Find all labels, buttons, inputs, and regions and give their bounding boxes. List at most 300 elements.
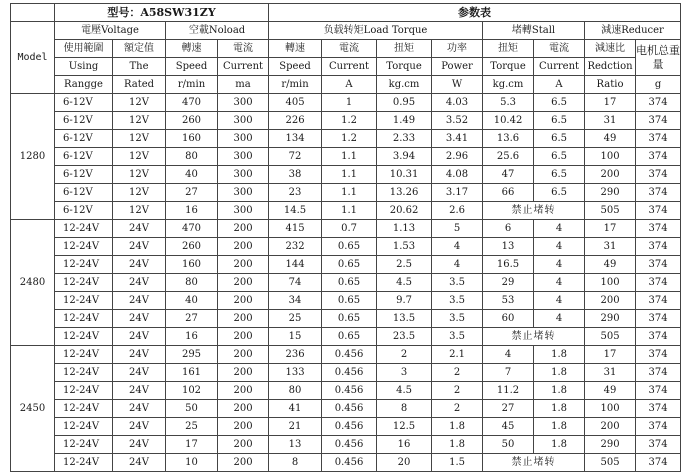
load-current-cell: 0.456	[322, 454, 377, 472]
load-power-cell: 4	[432, 238, 483, 256]
noload-speed-cell: 10	[166, 454, 218, 472]
supply-range-cell: 6-12V	[55, 94, 113, 112]
stall-current-label: 電流	[534, 40, 585, 58]
noload-speed-cell: 16	[166, 202, 218, 220]
load-current-label: 電流	[322, 40, 377, 58]
load-speed-cell: 236	[269, 346, 322, 364]
reduction-ratio-cell: 31	[585, 364, 636, 382]
table-row	[11, 220, 681, 238]
load-speed-cell: 74	[269, 274, 322, 292]
table-row	[11, 310, 681, 328]
noload-current-cell: 200	[218, 364, 269, 382]
load-speed-cell: 144	[269, 256, 322, 274]
stall-torque-en: Torque	[483, 58, 534, 76]
table-row	[11, 256, 681, 274]
noload-current-unit: ma	[218, 76, 269, 94]
model-header: Model	[11, 22, 55, 94]
noload-current-cell: 200	[218, 382, 269, 400]
supply-range-cell: 12-24V	[55, 454, 113, 472]
model-cell: 2450	[11, 346, 55, 472]
reduction-ratio-cell: 17	[585, 346, 636, 364]
table-row	[11, 148, 681, 166]
load-power-unit: W	[432, 76, 483, 94]
noload-speed-cell: 27	[166, 184, 218, 202]
supply-range-cell: 6-12V	[55, 202, 113, 220]
load-current-unit: A	[322, 76, 377, 94]
table-row	[11, 454, 681, 472]
stall-torque-cell: 50	[483, 436, 534, 454]
load-current-cell: 0.456	[322, 436, 377, 454]
noload-current-en: Current	[218, 58, 269, 76]
usage-range-label: 使用範圍	[55, 40, 113, 58]
load-torque-cell: 9.7	[377, 292, 432, 310]
stall-torque-cell: 27	[483, 400, 534, 418]
rated-voltage-cell: 24V	[113, 382, 166, 400]
load-current-cell: 1.1	[322, 148, 377, 166]
noload-current-cell: 200	[218, 274, 269, 292]
reduction-ratio-cell: 200	[585, 166, 636, 184]
noload-speed-cell: 40	[166, 166, 218, 184]
noload-current-cell: 300	[218, 166, 269, 184]
stall-current-cell: 1.8	[534, 436, 585, 454]
weight-cell: 374	[636, 274, 681, 292]
rated-voltage-cell: 12V	[113, 112, 166, 130]
reduction-ratio-cell: 49	[585, 382, 636, 400]
load-current-cell: 1.2	[322, 130, 377, 148]
stall-torque-cell: 29	[483, 274, 534, 292]
supply-range-cell: 12-24V	[55, 292, 113, 310]
reduction-ratio-cell: 290	[585, 184, 636, 202]
supply-range-cell: 12-24V	[55, 418, 113, 436]
load-power-en: Power	[432, 58, 483, 76]
load-torque-label: 扭矩	[377, 40, 432, 58]
rated-voltage-cell: 24V	[113, 454, 166, 472]
load-power-cell: 3.5	[432, 328, 483, 346]
load-torque-cell: 20	[377, 454, 432, 472]
weight-unit: g	[636, 76, 681, 94]
stall-prohibited-cell: 禁止堵转	[483, 454, 585, 472]
load-current-cell: 0.65	[322, 238, 377, 256]
load-speed-cell: 25	[269, 310, 322, 328]
rated-voltage-cell: 12V	[113, 130, 166, 148]
weight-cell: 374	[636, 364, 681, 382]
reduction-ratio-label: 減速比	[585, 40, 636, 58]
stall-torque-cell: 11.2	[483, 382, 534, 400]
noload-speed-cell: 27	[166, 310, 218, 328]
noload-current-cell: 200	[218, 328, 269, 346]
stall-current-cell: 6.5	[534, 148, 585, 166]
noload-speed-cell: 161	[166, 364, 218, 382]
stall-current-cell: 1.8	[534, 382, 585, 400]
table-row	[11, 184, 681, 202]
supply-range-cell: 6-12V	[55, 130, 113, 148]
rated-voltage-cell: 24V	[113, 238, 166, 256]
supply-range-cell: 12-24V	[55, 220, 113, 238]
stall-torque-cell: 25.6	[483, 148, 534, 166]
weight-cell: 374	[636, 130, 681, 148]
load-speed-en: Speed	[269, 58, 322, 76]
weight-cell: 374	[636, 166, 681, 184]
reduction-ratio-cell: 100	[585, 148, 636, 166]
weight-cell: 374	[636, 184, 681, 202]
noload-speed-cell: 50	[166, 400, 218, 418]
noload-speed-cell: 470	[166, 220, 218, 238]
rated-voltage-cell: 24V	[113, 328, 166, 346]
table-row	[11, 400, 681, 418]
reduction-ratio-cell: 505	[585, 454, 636, 472]
noload-current-cell: 300	[218, 112, 269, 130]
noload-current-cell: 300	[218, 184, 269, 202]
load-power-cell: 2	[432, 400, 483, 418]
load-speed-cell: 133	[269, 364, 322, 382]
reduction-ratio-cell: 100	[585, 274, 636, 292]
stall-header: 堵轉Stall	[483, 22, 585, 40]
noload-current-cell: 200	[218, 238, 269, 256]
stall-torque-cell: 6	[483, 220, 534, 238]
load-power-cell: 3.5	[432, 292, 483, 310]
stall-torque-cell: 45	[483, 418, 534, 436]
rated-voltage-cell: 24V	[113, 400, 166, 418]
load-power-cell: 1.8	[432, 418, 483, 436]
supply-range-cell: 12-24V	[55, 256, 113, 274]
load-torque-cell: 2.5	[377, 256, 432, 274]
weight-cell: 374	[636, 220, 681, 238]
load-torque-cell: 13.26	[377, 184, 432, 202]
weight-cell: 374	[636, 436, 681, 454]
load-current-cell: 0.456	[322, 346, 377, 364]
table-row	[11, 94, 681, 112]
weight-cell: 374	[636, 256, 681, 274]
stall-current-cell: 6.5	[534, 166, 585, 184]
stall-current-cell: 1.8	[534, 400, 585, 418]
noload-speed-cell: 102	[166, 382, 218, 400]
load-current-cell: 1.1	[322, 166, 377, 184]
header-row-4	[11, 58, 681, 76]
noload-speed-cell: 160	[166, 256, 218, 274]
stall-current-cell: 6.5	[534, 94, 585, 112]
supply-range-cell: 12-24V	[55, 364, 113, 382]
reduction-ratio-cell: 17	[585, 94, 636, 112]
load-current-cell: 0.65	[322, 310, 377, 328]
model-type-title: 型号：A58SW31ZY	[55, 4, 269, 22]
noload-current-cell: 200	[218, 346, 269, 364]
noload-speed-label: 轉速	[166, 40, 218, 58]
load-power-cell: 2	[432, 382, 483, 400]
load-speed-cell: 15	[269, 328, 322, 346]
reduction-ratio-cell: 505	[585, 328, 636, 346]
load-speed-cell: 14.5	[269, 202, 322, 220]
load-torque-cell: 8	[377, 400, 432, 418]
rated-voltage-cell: 24V	[113, 292, 166, 310]
rated-voltage-cell: 12V	[113, 202, 166, 220]
rangge-label: Rangge	[55, 76, 113, 94]
table-row	[11, 274, 681, 292]
load-power-cell: 2.96	[432, 148, 483, 166]
stall-torque-cell: 53	[483, 292, 534, 310]
table-row	[11, 346, 681, 364]
header-row-2	[11, 22, 681, 40]
supply-range-cell: 12-24V	[55, 382, 113, 400]
spec-body	[11, 94, 681, 472]
stall-torque-cell: 5.3	[483, 94, 534, 112]
supply-range-cell: 6-12V	[55, 112, 113, 130]
rated-voltage-cell: 24V	[113, 310, 166, 328]
weight-cell: 374	[636, 310, 681, 328]
stall-current-cell: 1.8	[534, 346, 585, 364]
stall-torque-cell: 13.6	[483, 130, 534, 148]
load-torque-cell: 4.5	[377, 382, 432, 400]
load-speed-cell: 34	[269, 292, 322, 310]
reduction-ratio-cell: 200	[585, 292, 636, 310]
load-speed-cell: 232	[269, 238, 322, 256]
weight-cell: 374	[636, 292, 681, 310]
noload-current-cell: 300	[218, 148, 269, 166]
stall-current-cell: 1.8	[534, 364, 585, 382]
ratio-unit: Ratio	[585, 76, 636, 94]
load-current-cell: 0.456	[322, 400, 377, 418]
table-row	[11, 364, 681, 382]
stall-current-cell: 4	[534, 310, 585, 328]
voltage-header: 電壓Voltage	[55, 22, 166, 40]
weight-cell: 374	[636, 382, 681, 400]
table-row	[11, 328, 681, 346]
load-speed-cell: 72	[269, 148, 322, 166]
header-empty	[11, 4, 55, 22]
reduction-ratio-cell: 290	[585, 436, 636, 454]
rated-voltage-cell: 12V	[113, 166, 166, 184]
load-speed-cell: 415	[269, 220, 322, 238]
using-label: Using	[55, 58, 113, 76]
load-power-cell: 3.17	[432, 184, 483, 202]
load-torque-cell: 1.13	[377, 220, 432, 238]
stall-current-cell: 4	[534, 274, 585, 292]
supply-range-cell: 12-24V	[55, 346, 113, 364]
stall-torque-cell: 10.42	[483, 112, 534, 130]
noload-speed-unit: r/min	[166, 76, 218, 94]
noload-speed-cell: 160	[166, 130, 218, 148]
load-torque-cell: 3	[377, 364, 432, 382]
noload-speed-cell: 25	[166, 418, 218, 436]
rated-voltage-cell: 24V	[113, 220, 166, 238]
table-row	[11, 130, 681, 148]
model-cell: 1280	[11, 94, 55, 220]
load-torque-cell: 12.5	[377, 418, 432, 436]
load-current-cell: 1	[322, 94, 377, 112]
param-table-title: 参数表	[269, 4, 681, 22]
the-label: The	[113, 58, 166, 76]
load-power-cell: 2.1	[432, 346, 483, 364]
table-row	[11, 418, 681, 436]
noload-current-cell: 200	[218, 256, 269, 274]
noload-current-cell: 200	[218, 454, 269, 472]
stall-current-en: Current	[534, 58, 585, 76]
load-current-cell: 1.1	[322, 202, 377, 220]
reduction-ratio-cell: 31	[585, 112, 636, 130]
reduction-ratio-cell: 200	[585, 418, 636, 436]
load-current-cell: 0.7	[322, 220, 377, 238]
rated-voltage-cell: 24V	[113, 436, 166, 454]
stall-current-cell: 4	[534, 292, 585, 310]
table-row	[11, 238, 681, 256]
load-torque-unit: kg.cm	[377, 76, 432, 94]
stall-current-cell: 1.8	[534, 418, 585, 436]
stall-torque-cell: 7	[483, 364, 534, 382]
load-torque-cell: 3.94	[377, 148, 432, 166]
load-power-cell: 3.5	[432, 274, 483, 292]
noload-speed-cell: 260	[166, 238, 218, 256]
noload-current-cell: 200	[218, 292, 269, 310]
table-row	[11, 112, 681, 130]
load-speed-label: 轉速	[269, 40, 322, 58]
load-speed-cell: 134	[269, 130, 322, 148]
stall-torque-cell: 66	[483, 184, 534, 202]
load-torque-cell: 0.95	[377, 94, 432, 112]
noload-header: 空載Noload	[166, 22, 269, 40]
weight-cell: 374	[636, 202, 681, 220]
weight-cell: 374	[636, 346, 681, 364]
load-current-cell: 1.2	[322, 112, 377, 130]
load-power-cell: 4.08	[432, 166, 483, 184]
rated-voltage-cell: 24V	[113, 364, 166, 382]
weight-cell: 374	[636, 454, 681, 472]
reduction-ratio-cell: 31	[585, 238, 636, 256]
stall-torque-cell: 16.5	[483, 256, 534, 274]
load-power-cell: 2.6	[432, 202, 483, 220]
header-row-5	[11, 76, 681, 94]
load-torque-cell: 2.33	[377, 130, 432, 148]
weight-cell: 374	[636, 148, 681, 166]
noload-speed-cell: 80	[166, 148, 218, 166]
table-row	[11, 436, 681, 454]
noload-current-cell: 200	[218, 310, 269, 328]
noload-speed-cell: 260	[166, 112, 218, 130]
spec-table	[10, 3, 681, 472]
table-row	[11, 166, 681, 184]
supply-range-cell: 6-12V	[55, 148, 113, 166]
load-speed-unit: r/min	[269, 76, 322, 94]
rated-label: Rated	[113, 76, 166, 94]
reduction-ratio-cell: 49	[585, 130, 636, 148]
weight-cell: 374	[636, 418, 681, 436]
spec-sheet	[10, 3, 681, 472]
stall-current-cell: 4	[534, 220, 585, 238]
rated-value-label: 額定值	[113, 40, 166, 58]
stall-current-cell: 6.5	[534, 184, 585, 202]
load-torque-cell: 1.49	[377, 112, 432, 130]
load-power-cell: 4.03	[432, 94, 483, 112]
noload-current-cell: 300	[218, 130, 269, 148]
stall-torque-label: 扭矩	[483, 40, 534, 58]
stall-torque-cell: 13	[483, 238, 534, 256]
stall-torque-cell: 60	[483, 310, 534, 328]
redction-label: Redction	[585, 58, 636, 76]
load-speed-cell: 21	[269, 418, 322, 436]
load-power-cell: 5	[432, 220, 483, 238]
load-power-cell: 3.41	[432, 130, 483, 148]
reduction-ratio-cell: 49	[585, 256, 636, 274]
noload-current-cell: 200	[218, 418, 269, 436]
supply-range-cell: 6-12V	[55, 166, 113, 184]
weight-cell: 374	[636, 328, 681, 346]
noload-current-cell: 300	[218, 202, 269, 220]
weight-cell: 374	[636, 112, 681, 130]
noload-speed-cell: 40	[166, 292, 218, 310]
load-power-cell: 3.52	[432, 112, 483, 130]
load-power-cell: 3.5	[432, 310, 483, 328]
noload-current-label: 電流	[218, 40, 269, 58]
load-speed-cell: 226	[269, 112, 322, 130]
weight-cell: 374	[636, 238, 681, 256]
load-power-label: 功率	[432, 40, 483, 58]
load-torque-cell: 13.5	[377, 310, 432, 328]
reduction-ratio-cell: 100	[585, 400, 636, 418]
rated-voltage-cell: 24V	[113, 256, 166, 274]
table-row	[11, 202, 681, 220]
reduction-ratio-cell: 17	[585, 220, 636, 238]
load-current-cell: 0.456	[322, 382, 377, 400]
load-torque-cell: 4.5	[377, 274, 432, 292]
noload-current-cell: 200	[218, 400, 269, 418]
load-speed-cell: 13	[269, 436, 322, 454]
supply-range-cell: 12-24V	[55, 238, 113, 256]
supply-range-cell: 12-24V	[55, 310, 113, 328]
noload-speed-en: Speed	[166, 58, 218, 76]
stall-torque-cell: 4	[483, 346, 534, 364]
weight-label: 电机总重量	[636, 40, 681, 76]
load-current-cell: 0.65	[322, 274, 377, 292]
header-row-3	[11, 40, 681, 58]
rated-voltage-cell: 12V	[113, 94, 166, 112]
noload-speed-cell: 470	[166, 94, 218, 112]
load-current-cell: 0.456	[322, 418, 377, 436]
stall-torque-cell: 47	[483, 166, 534, 184]
noload-speed-cell: 295	[166, 346, 218, 364]
stall-current-unit: A	[534, 76, 585, 94]
model-cell: 2480	[11, 220, 55, 346]
stall-current-cell: 6.5	[534, 130, 585, 148]
supply-range-cell: 12-24V	[55, 328, 113, 346]
load-torque-cell: 10.31	[377, 166, 432, 184]
rated-voltage-cell: 24V	[113, 418, 166, 436]
stall-torque-unit: kg.cm	[483, 76, 534, 94]
load-speed-cell: 80	[269, 382, 322, 400]
load-torque-cell: 2	[377, 346, 432, 364]
load-speed-cell: 23	[269, 184, 322, 202]
load-torque-cell: 16	[377, 436, 432, 454]
stall-current-cell: 4	[534, 256, 585, 274]
load-current-cell: 0.65	[322, 292, 377, 310]
reduction-ratio-cell: 290	[585, 310, 636, 328]
load-power-cell: 2	[432, 364, 483, 382]
load-current-cell: 0.65	[322, 256, 377, 274]
stall-current-cell: 6.5	[534, 112, 585, 130]
noload-speed-cell: 16	[166, 328, 218, 346]
load-speed-cell: 8	[269, 454, 322, 472]
rated-voltage-cell: 24V	[113, 346, 166, 364]
noload-current-cell: 200	[218, 220, 269, 238]
load-current-cell: 1.1	[322, 184, 377, 202]
stall-prohibited-cell: 禁止堵转	[483, 202, 585, 220]
supply-range-cell: 6-12V	[55, 184, 113, 202]
load-power-cell: 1.8	[432, 436, 483, 454]
noload-current-cell: 200	[218, 436, 269, 454]
table-row	[11, 292, 681, 310]
noload-speed-cell: 17	[166, 436, 218, 454]
load-speed-cell: 38	[269, 166, 322, 184]
load-current-cell: 0.65	[322, 328, 377, 346]
supply-range-cell: 12-24V	[55, 436, 113, 454]
reducer-header: 減速Reducer	[585, 22, 681, 40]
